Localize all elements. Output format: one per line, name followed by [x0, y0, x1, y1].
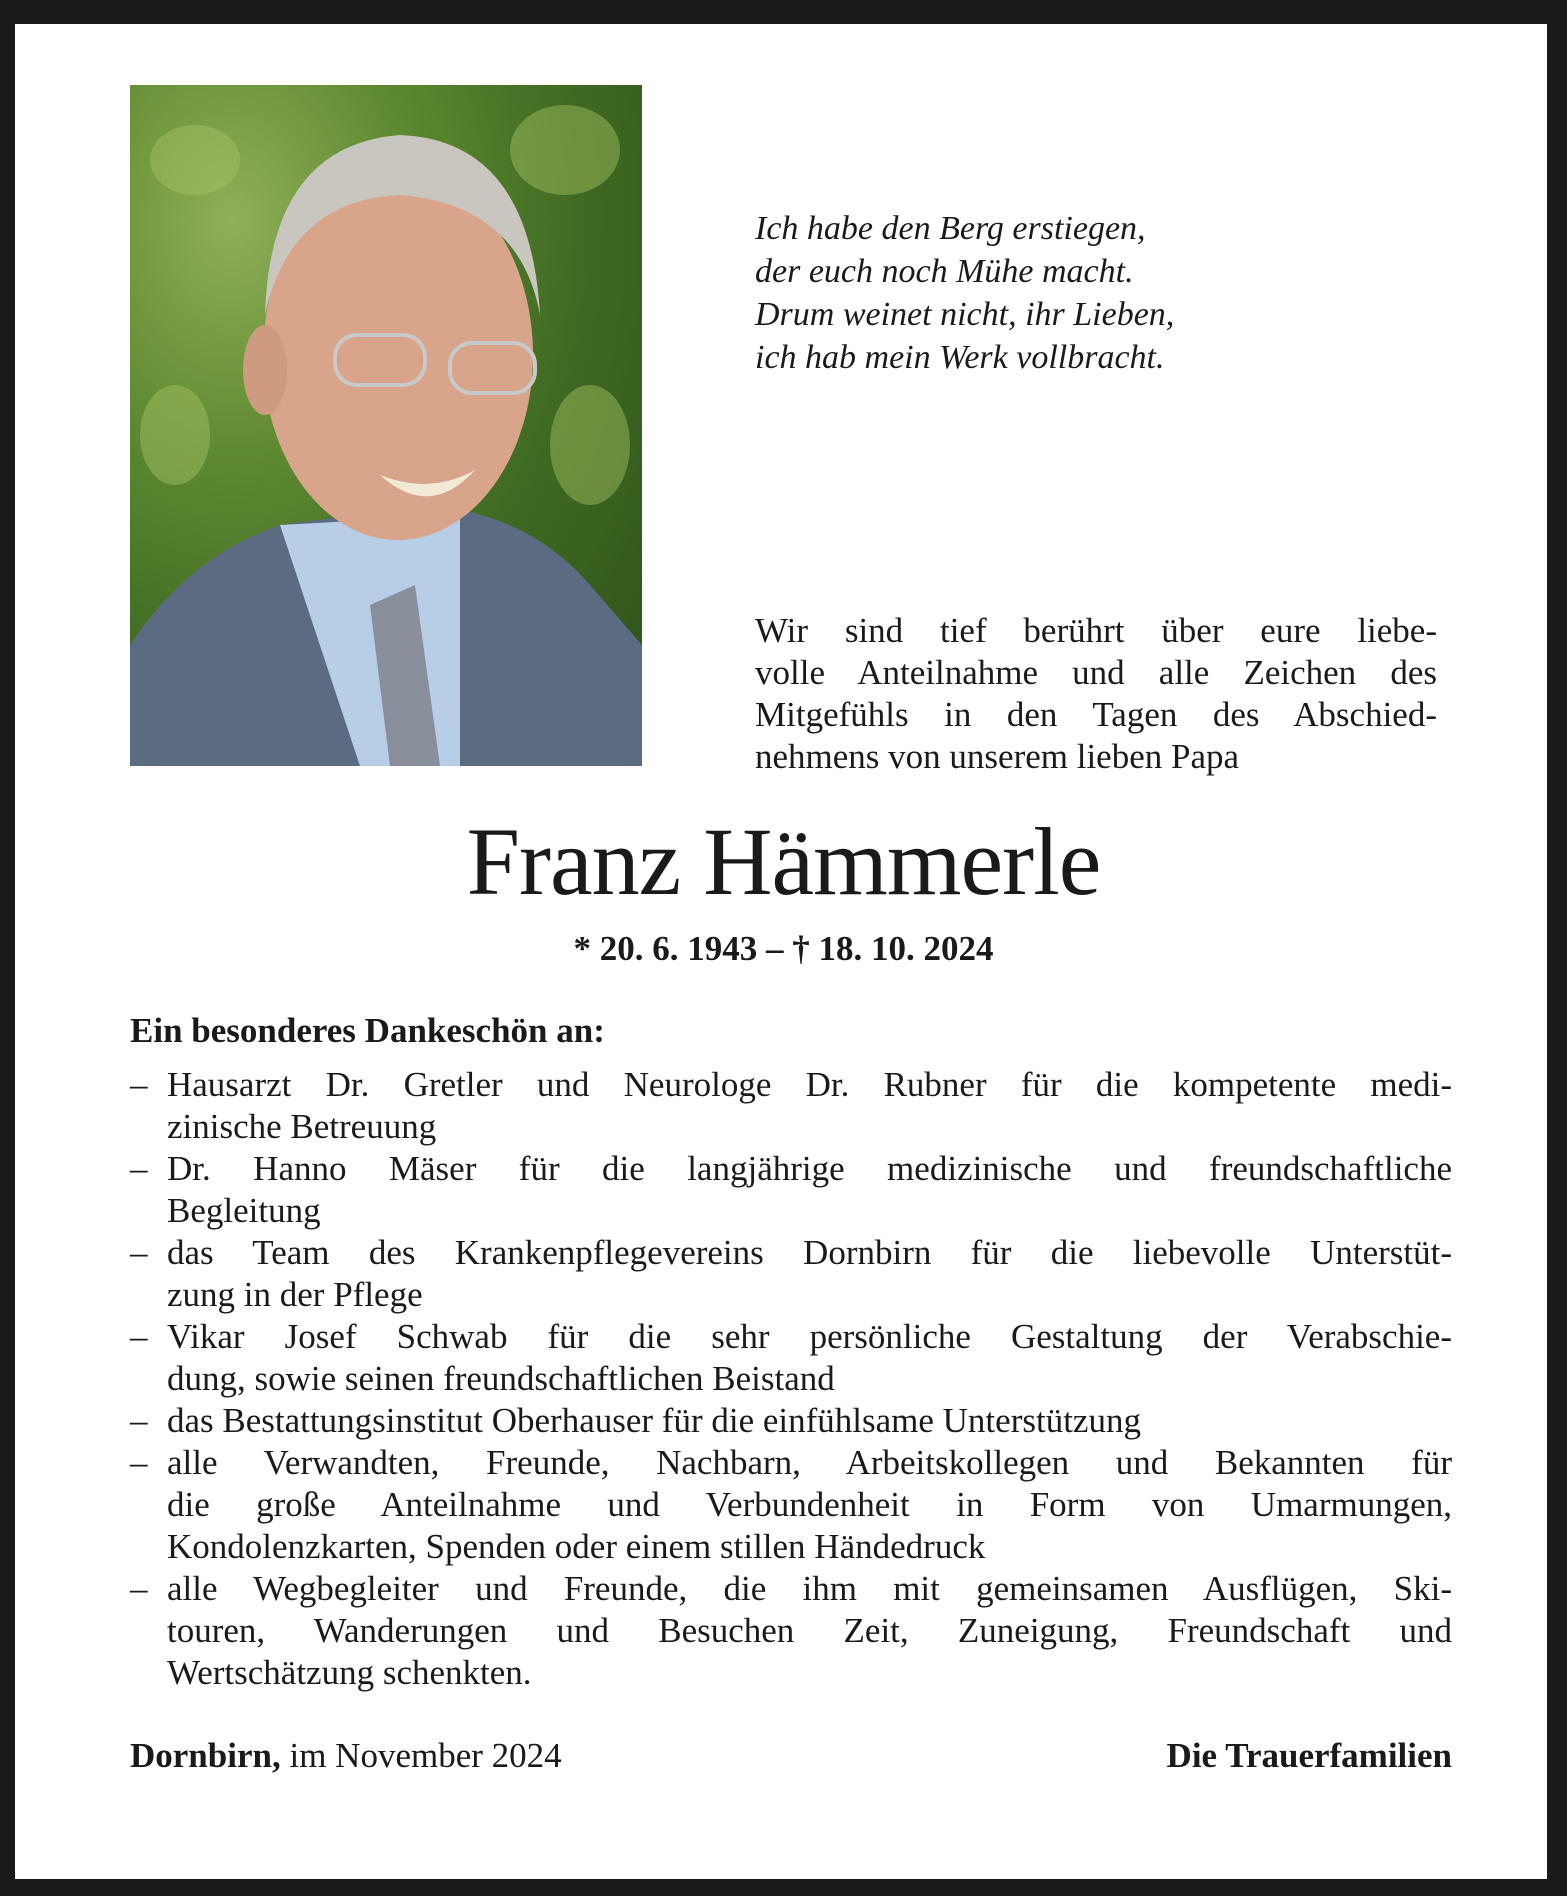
thanks-item-line: Vikar Josef Schwab für die sehr persönliche Gestaltung der Verabschie-	[167, 1317, 1452, 1356]
footer-place: Dornbirn,	[130, 1736, 281, 1775]
thanks-item-line: das Team des Krankenpflegevereins Dornbirn für die liebevolle Unterstüt-	[167, 1233, 1452, 1272]
footer-date: im November 2024	[280, 1736, 562, 1775]
thanks-item	[130, 1064, 1452, 1148]
dash-bullet: –	[130, 1443, 148, 1482]
thanks-item	[130, 1568, 1452, 1694]
thanks-item-line: die große Anteilnahme und Verbundenheit in Form von Umarmungen,	[167, 1485, 1452, 1524]
thanks-item-line: Kondolenzkarten, Spenden oder einem stillen Händedruck	[167, 1527, 986, 1566]
thanks-item	[130, 1316, 1452, 1400]
dash-bullet: –	[130, 1149, 148, 1188]
dash-bullet: –	[130, 1233, 148, 1272]
thanks-item-line: zung in der Pflege	[167, 1275, 423, 1314]
obituary-page	[15, 24, 1547, 1879]
thanks-item-line: alle Verwandten, Freunde, Nachbarn, Arbeitskollegen und Bekannten für	[167, 1443, 1452, 1482]
poem-line: Ich habe den Berg erstiegen,	[755, 210, 1146, 247]
dash-bullet: –	[130, 1401, 148, 1440]
thanks-item-line: Hausarzt Dr. Gretler und Neurologe Dr. Rubner für die kompetente medi-	[167, 1065, 1452, 1104]
intro-line: volle Anteilnahme und alle Zeichen des	[755, 653, 1437, 692]
poem	[755, 207, 1174, 379]
thanks-item-line: alle Wegbegleiter und Freunde, die ihm mit gemeinsamen Ausflügen, Ski-	[167, 1569, 1452, 1608]
thanks-item-line: Dr. Hanno Mäser für die langjährige medizinische und freundschaftliche	[167, 1149, 1452, 1188]
thanks-heading: Ein besonderes Dankeschön an:	[130, 1011, 605, 1050]
intro-line: nehmens von unserem lieben Papa	[755, 737, 1240, 776]
poem-line: Drum weinet nicht, ihr Lieben,	[755, 296, 1175, 333]
thanks-item	[130, 1400, 1452, 1442]
portrait-photo	[130, 85, 642, 766]
thanks-item-line: Wertschätzung schenkten.	[167, 1653, 532, 1692]
thanks-item	[130, 1232, 1452, 1316]
thanks-item-line: das Bestattungsinstitut Oberhauser für die einfühlsame Unterstützung	[167, 1401, 1141, 1440]
thanks-item	[130, 1442, 1452, 1568]
thanks-item	[130, 1148, 1452, 1232]
thanks-item-line: dung, sowie seinen freundschaftlichen Beistand	[167, 1359, 835, 1398]
footer-signature: Die Trauerfamilien	[1166, 1736, 1452, 1775]
deceased-name: Franz Hämmerle	[466, 808, 1101, 915]
poem-line: ich hab mein Werk vollbracht.	[755, 339, 1165, 376]
footer	[130, 1734, 1452, 1778]
intro-paragraph	[755, 610, 1437, 778]
poem-line: der euch noch Mühe macht.	[755, 253, 1134, 290]
dash-bullet: –	[130, 1317, 148, 1356]
thanks-item-line: touren, Wanderungen und Besuchen Zeit, Zuneigung, Freundschaft und	[167, 1611, 1452, 1650]
dash-bullet: –	[130, 1065, 148, 1104]
thanks-item-line: zinische Betreuung	[167, 1107, 437, 1146]
intro-line: Wir sind tief berührt über eure liebe-	[755, 611, 1437, 650]
dash-bullet: –	[130, 1569, 148, 1608]
life-dates: * 20. 6. 1943 – † 18. 10. 2024	[573, 929, 994, 968]
thanks-list	[130, 1064, 1452, 1694]
thanks-item-line: Begleitung	[167, 1191, 321, 1230]
intro-line: Mitgefühls in den Tagen des Abschied-	[755, 695, 1437, 734]
